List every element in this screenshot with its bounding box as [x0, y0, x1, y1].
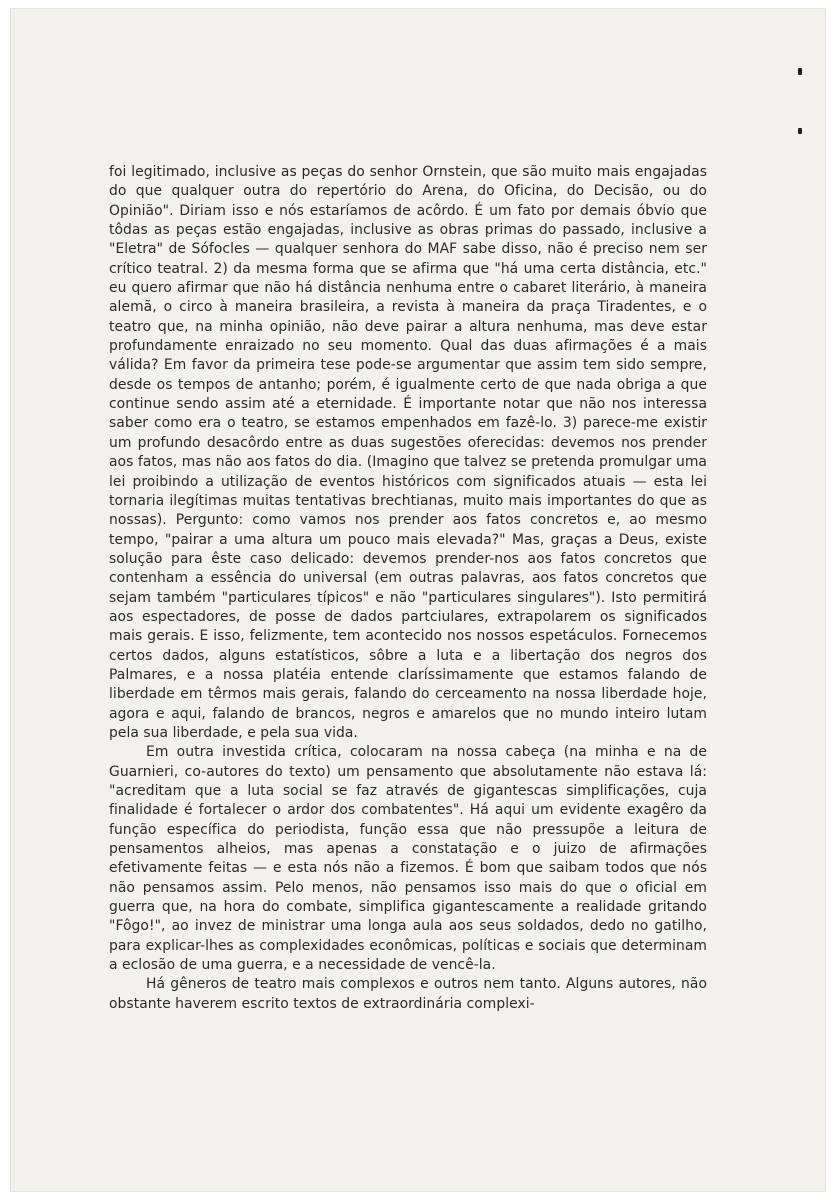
punch-mark-top [798, 68, 802, 75]
paragraph-3: Há gêneros de teatro mais complexos e outros nem tanto. Alguns autores, não obstante haverem escrito textos de extraordinária complexi- [109, 976, 707, 1012]
paragraph-2: Em outra investida crítica, colocaram na nossa cabeça (na minha e na de Guarnieri, co-autores do texto) um pensamento que absolutamente não estava lá: "acreditam que a luta social se faz através de gigantescas simplificações, cuja finalidade é fortalecer o ardor dos combatentes". Há aqui um evidente exagêro da função específica do periodista, função essa que não pressupõe a leitura de pensamentos alheios, mas apenas a constatação e o juizo de afirmações efetivamente feitas — e esta nós não a fizemos. É bom que saibam todos que nós não pensamos assim. Pelo menos, não pensamos isso mais do que o oficial em guerra que, na hora do combate, simplifica gigantescamente a realidade gritando "Fôgo!", ao invez de ministrar uma longa aula aos seus soldados, dedo no gatilho, para explicar-lhes as complexidades econômicas, políticas e sociais que determinam a eclosão de uma guerra, e a necessidade de vencê-la. [109, 744, 707, 974]
paragraph-1: foi legitimado, inclusive as peças do senhor Ornstein, que são muito mais engajadas do que qualquer outra do repertório do Arena, do Oficina, do Decisão, ou do Opinião". Diriam isso e nós estaríamos de acôrdo. É um fato por demais óbvio que tôdas as peças estão engajadas, inclusive as obras primas do passado, inclusive a "Eletra" de Sófocles — qualquer senhora do MAF sabe disso, não é preciso nem ser crítico teatral. 2) da mesma forma que se afirma que "há uma certa distância, etc." eu quero afirmar que não há distância nenhuma entre o cabaret literário, à maneira alemã, o circo à maneira brasileira, a revista à maneira da praça Tiradentes, e o teatro que, na minha opinião, não deve pairar a altura nenhuma, mas deve estar profundamente enraizado no seu momento. Qual das duas afirmações é a mais válida? Em favor da primeira tese pode-se argumentar que assim tem sido sempre, desde os tempos de antanho; porém, é igualmente certo de que nada obriga a que continue sendo assim até a eternidade. É importante notar que não nos interessa saber como era o teatro, se estamos empenhados em fazê-lo. 3) parece-me existir um profundo desacôrdo entre as duas sugestões oferecidas: devemos nos prender aos fatos, mas não aos fatos do dia. (Imagino que talvez se pretenda promulgar uma lei proibindo a utilização de eventos históricos com significados atuais — esta lei tornaria ilegítimas muitas tentativas brechtianas, muito mais importantes do que as nossas). Pergunto: como vamos nos prender aos fatos concretos e, ao mesmo tempo, "pairar a uma altura um pouco mais elevada?" Mas, graças a Deus, existe solução para êste caso delicado: devemos prender-nos aos fatos concretos que contenham a essência do universal (em outras palavras, aos fatos concretos que sejam também "particulares típicos" e não "particulares singulares"). Isto permitirá aos espectadores, de posse de dados partciulares, extrapolarem os significados mais gerais. E isso, felizmente, tem acontecido nos nossos espetáculos. Fornecemos certos dados, alguns estatísticos, sôbre a luta e a libertação dos negros dos Palmares, e a nossa platéia entende claríssimamente que estamos falando de liberdade em têrmos mais gerais, falando do cerceamento na nossa liberdade hoje, agora e aqui, falando de brancos, negros e amarelos que no mundo inteiro lutam pela sua liberdade, e pela sua vida. [109, 164, 707, 741]
page-body-text [109, 163, 707, 1014]
punch-mark-bottom [798, 128, 802, 134]
